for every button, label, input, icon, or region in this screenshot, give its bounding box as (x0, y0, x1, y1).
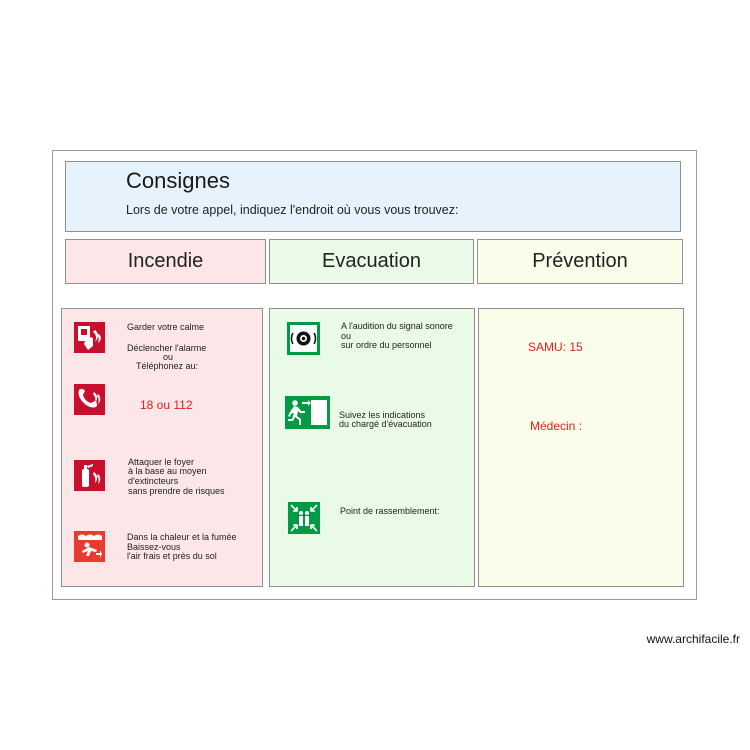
signal-text-2: ou (341, 331, 352, 341)
follow-text-2: du chargé d'évacuation (339, 419, 432, 429)
signal-text-1: A l'audition du signal sonore (341, 321, 453, 331)
smoke-text-3: l'air frais et près du sol (127, 551, 217, 561)
fire-phone-icon (74, 384, 105, 415)
or-text: ou (163, 352, 174, 362)
assembly-text: Point de rassemblement: (340, 506, 440, 516)
page-title: Consignes (126, 168, 230, 193)
attack-text-4: sans prendre de risques (128, 486, 225, 496)
attack-text-3: d'extincteurs (128, 476, 179, 486)
prevention-header-label: Prévention (532, 250, 628, 272)
incendie-header-label: Incendie (127, 250, 204, 272)
medecin-label: Médecin : (530, 419, 583, 433)
assembly-point-icon (288, 502, 320, 534)
incendie-panel (61, 308, 263, 587)
smoke-text-2: Baissez-vous (127, 542, 181, 552)
attack-text-2: à la base au moyen (128, 466, 207, 476)
header-panel (65, 161, 681, 232)
alarm-text: Déclencher l'alarme (127, 343, 207, 353)
signal-text-3: sur ordre du personnel (341, 340, 432, 350)
incendie-header (65, 239, 266, 284)
smoke-crawl-icon (74, 531, 105, 562)
samu-number: SAMU: 15 (528, 340, 583, 354)
phone-label-text: Téléphonez au: (136, 361, 199, 371)
prevention-panel (478, 308, 684, 587)
alarm-signal-icon (287, 322, 320, 355)
prevention-header (477, 239, 683, 284)
follow-text-1: Suivez les indications (339, 410, 426, 420)
fire-alarm-icon (74, 322, 105, 353)
page-subtitle: Lors de votre appel, indiquez l'endroit où vous vous trouvez: (126, 203, 459, 217)
smoke-text-1: Dans la chaleur et la fumée (127, 532, 237, 542)
fire-extinguisher-icon (74, 460, 105, 491)
evacuation-panel (269, 308, 475, 587)
evacuation-header (269, 239, 474, 284)
evacuation-header-label: Evacuation (322, 250, 421, 272)
calm-text: Garder votre calme (127, 322, 205, 332)
emergency-number: 18 ou 112 (140, 398, 193, 412)
incendie-text-1 (127, 322, 204, 332)
watermark: www.archifacile.fr (646, 632, 740, 646)
attack-text-1: Attaquer le foyer (128, 457, 195, 467)
emergency-exit-icon (285, 396, 330, 429)
